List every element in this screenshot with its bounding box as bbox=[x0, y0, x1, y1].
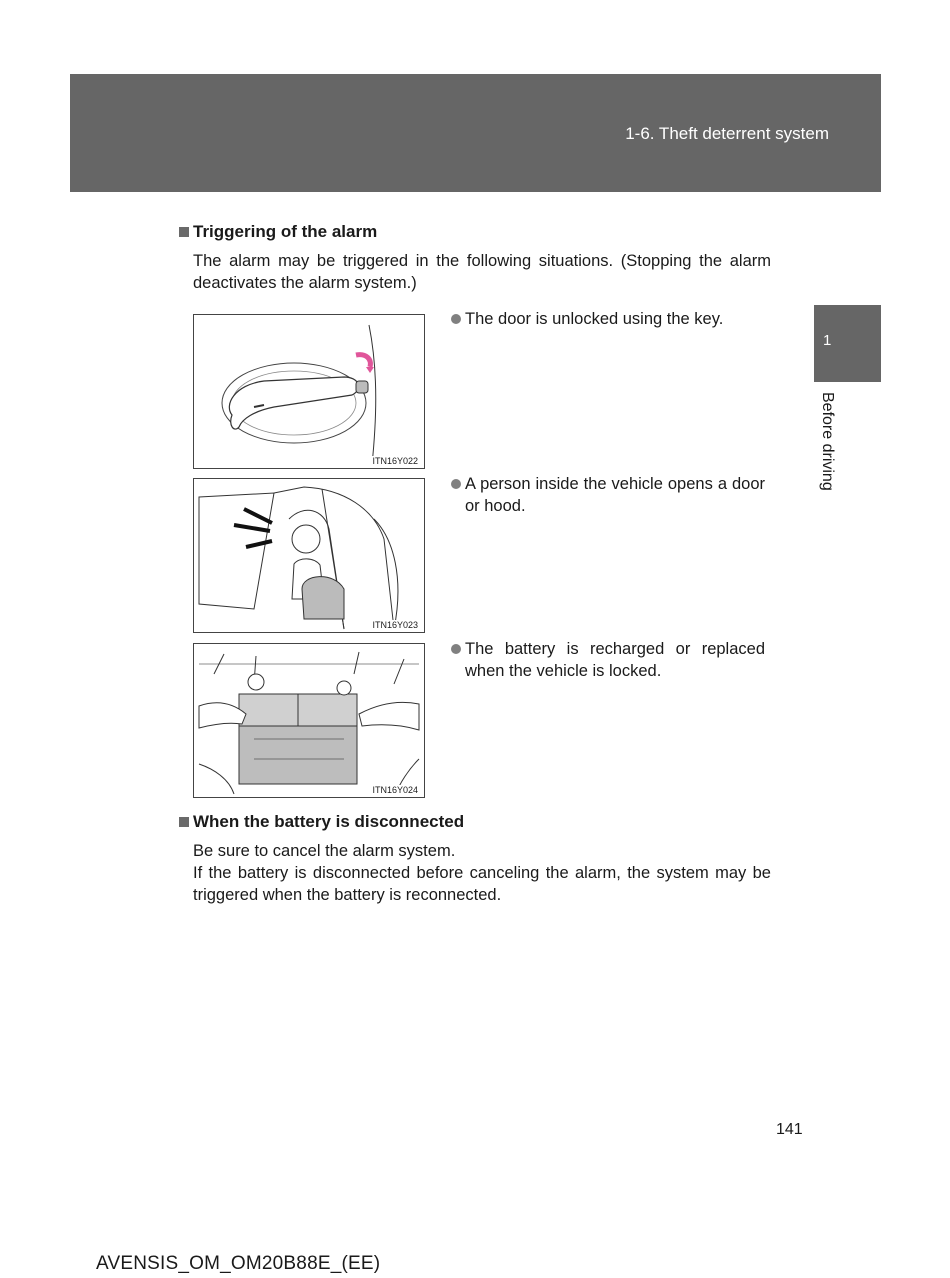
chapter-number: 1 bbox=[823, 332, 832, 349]
section2-line2: If the battery is disconnected before canceling the alarm, the system may be triggered when the battery is reconnected. bbox=[193, 864, 771, 904]
section-heading-text: When the battery is disconnected bbox=[193, 812, 465, 831]
list-item bbox=[451, 308, 765, 330]
door-handle-icon bbox=[194, 315, 424, 468]
list-item-text: The door is unlocked using the key. bbox=[465, 310, 724, 328]
page-header bbox=[70, 74, 881, 192]
battery-illustration bbox=[193, 643, 425, 798]
chapter-tab bbox=[814, 305, 881, 382]
section-heading-battery bbox=[179, 812, 464, 832]
figure-code: ITN16Y023 bbox=[372, 620, 418, 630]
section-heading-triggering bbox=[179, 222, 377, 242]
page-number: 141 bbox=[776, 1121, 803, 1138]
person-door-illustration bbox=[193, 478, 425, 633]
list-item bbox=[451, 638, 765, 682]
section-heading-text: Triggering of the alarm bbox=[193, 222, 378, 241]
chapter-label: Before driving bbox=[819, 392, 836, 491]
figure-code: ITN16Y022 bbox=[372, 456, 418, 466]
section-intro: The alarm may be triggered in the following situations. (Stopping the alarm deactivates the alarm system.) bbox=[193, 252, 771, 292]
door-key-illustration bbox=[193, 314, 425, 469]
square-bullet-icon bbox=[179, 817, 189, 827]
header-title: 1-6. Theft deterrent system bbox=[625, 124, 829, 143]
car-door-icon bbox=[194, 479, 424, 632]
square-bullet-icon bbox=[179, 227, 189, 237]
circle-bullet-icon bbox=[451, 479, 461, 489]
battery-icon bbox=[194, 644, 424, 797]
list-item-text: A person inside the vehicle opens a door or hood. bbox=[465, 475, 765, 515]
circle-bullet-icon bbox=[451, 644, 461, 654]
list-item-text: The battery is recharged or replaced when the vehicle is locked. bbox=[465, 640, 765, 680]
document-footer: AVENSIS_OM_OM20B88E_(EE) bbox=[96, 1253, 381, 1274]
section2-line1: Be sure to cancel the alarm system. bbox=[193, 842, 456, 860]
list-item bbox=[451, 473, 765, 517]
figure-code: ITN16Y024 bbox=[372, 785, 418, 795]
circle-bullet-icon bbox=[451, 314, 461, 324]
